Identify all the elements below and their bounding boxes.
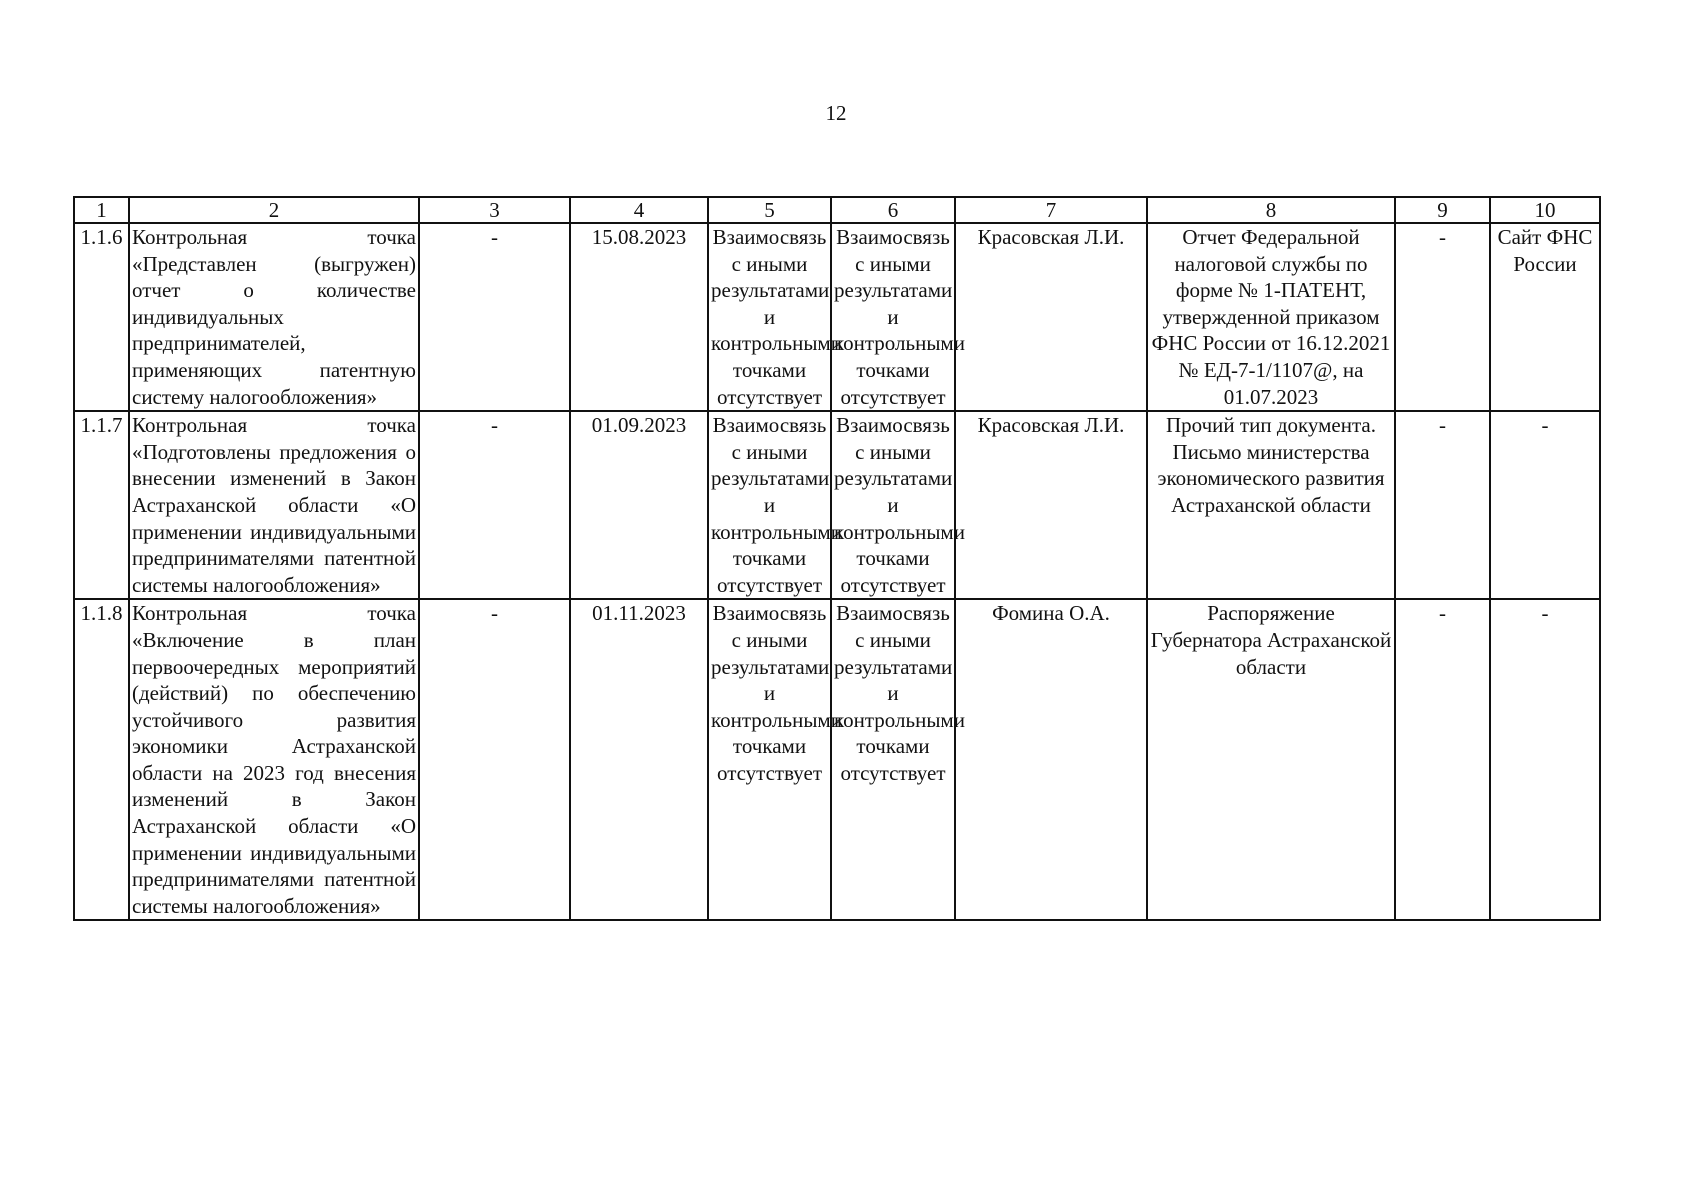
column-header: 2 xyxy=(129,197,419,223)
document-type: Отчет Федеральной налоговой службы по форме № 1-ПАТЕНТ, утвержденной приказом ФНС России от 16.12.2021 № ЕД-7-1/1107@, на 01.07.2023 xyxy=(1147,223,1395,411)
column-header: 4 xyxy=(570,197,708,223)
header-row xyxy=(74,197,1600,223)
responsible-person: Красовская Л.И. xyxy=(955,411,1147,599)
cell-col9: - xyxy=(1395,411,1490,599)
document-type: Распоряжение Губернатора Астраханской области xyxy=(1147,599,1395,920)
column-header: 5 xyxy=(708,197,831,223)
checkpoint-title: Контрольная точка «Представлен (выгружен) отчет о количестве индивидуальных предпринимателей, применяющих патентную систему налогообложения» xyxy=(129,223,419,411)
checkpoint-title: Контрольная точка «Включение в план первоочередных мероприятий (действий) по обеспечению устойчивого развития экономики Астраханской области на 2023 год внесения изменений в Закон Астраханской области «О применении индивидуальными предпринимателями патентной системы налогообложения» xyxy=(129,599,419,920)
table-row xyxy=(74,223,1600,411)
column-header: 7 xyxy=(955,197,1147,223)
cell-col9: - xyxy=(1395,599,1490,920)
column-header: 9 xyxy=(1395,197,1490,223)
relation-cell: Взаимосвязь с иными результатами и контрольными точками отсутствует xyxy=(708,223,831,411)
column-header: 1 xyxy=(74,197,129,223)
column-header: 6 xyxy=(831,197,955,223)
info-source: Сайт ФНС России xyxy=(1490,223,1600,411)
cell-col9: - xyxy=(1395,223,1490,411)
info-source: - xyxy=(1490,411,1600,599)
relation-cell: Взаимосвязь с иными результатами и контрольными точками отсутствует xyxy=(708,411,831,599)
checkpoint-date: 01.09.2023 xyxy=(570,411,708,599)
page-number: 12 xyxy=(825,101,847,125)
row-number: 1.1.8 xyxy=(74,599,129,920)
table-row xyxy=(74,411,1600,599)
cell-col3: - xyxy=(419,411,570,599)
row-number: 1.1.6 xyxy=(74,223,129,411)
cell-col3: - xyxy=(419,599,570,920)
plan-table xyxy=(73,196,1601,921)
cell-col3: - xyxy=(419,223,570,411)
relation-cell: Взаимосвязь с иными результатами и контрольными точками отсутствует xyxy=(708,599,831,920)
checkpoint-title: Контрольная точка «Подготовлены предложения о внесении изменений в Закон Астраханской области «О применении индивидуальными предпринимателями патентной системы налогообложения» xyxy=(129,411,419,599)
relation-cell: Взаимосвязь с иными результатами и контрольными точками отсутствует xyxy=(831,411,955,599)
column-header: 10 xyxy=(1490,197,1600,223)
document-type: Прочий тип документа. Письмо министерства экономического развития Астраханской области xyxy=(1147,411,1395,599)
relation-cell: Взаимосвязь с иными результатами и контрольными точками отсутствует xyxy=(831,599,955,920)
info-source: - xyxy=(1490,599,1600,920)
row-number: 1.1.7 xyxy=(74,411,129,599)
checkpoint-date: 15.08.2023 xyxy=(570,223,708,411)
relation-cell: Взаимосвязь с иными результатами и контрольными точками отсутствует xyxy=(831,223,955,411)
checkpoint-date: 01.11.2023 xyxy=(570,599,708,920)
column-header: 3 xyxy=(419,197,570,223)
responsible-person: Красовская Л.И. xyxy=(955,223,1147,411)
table-row xyxy=(74,599,1600,920)
column-header: 8 xyxy=(1147,197,1395,223)
responsible-person: Фомина О.А. xyxy=(955,599,1147,920)
